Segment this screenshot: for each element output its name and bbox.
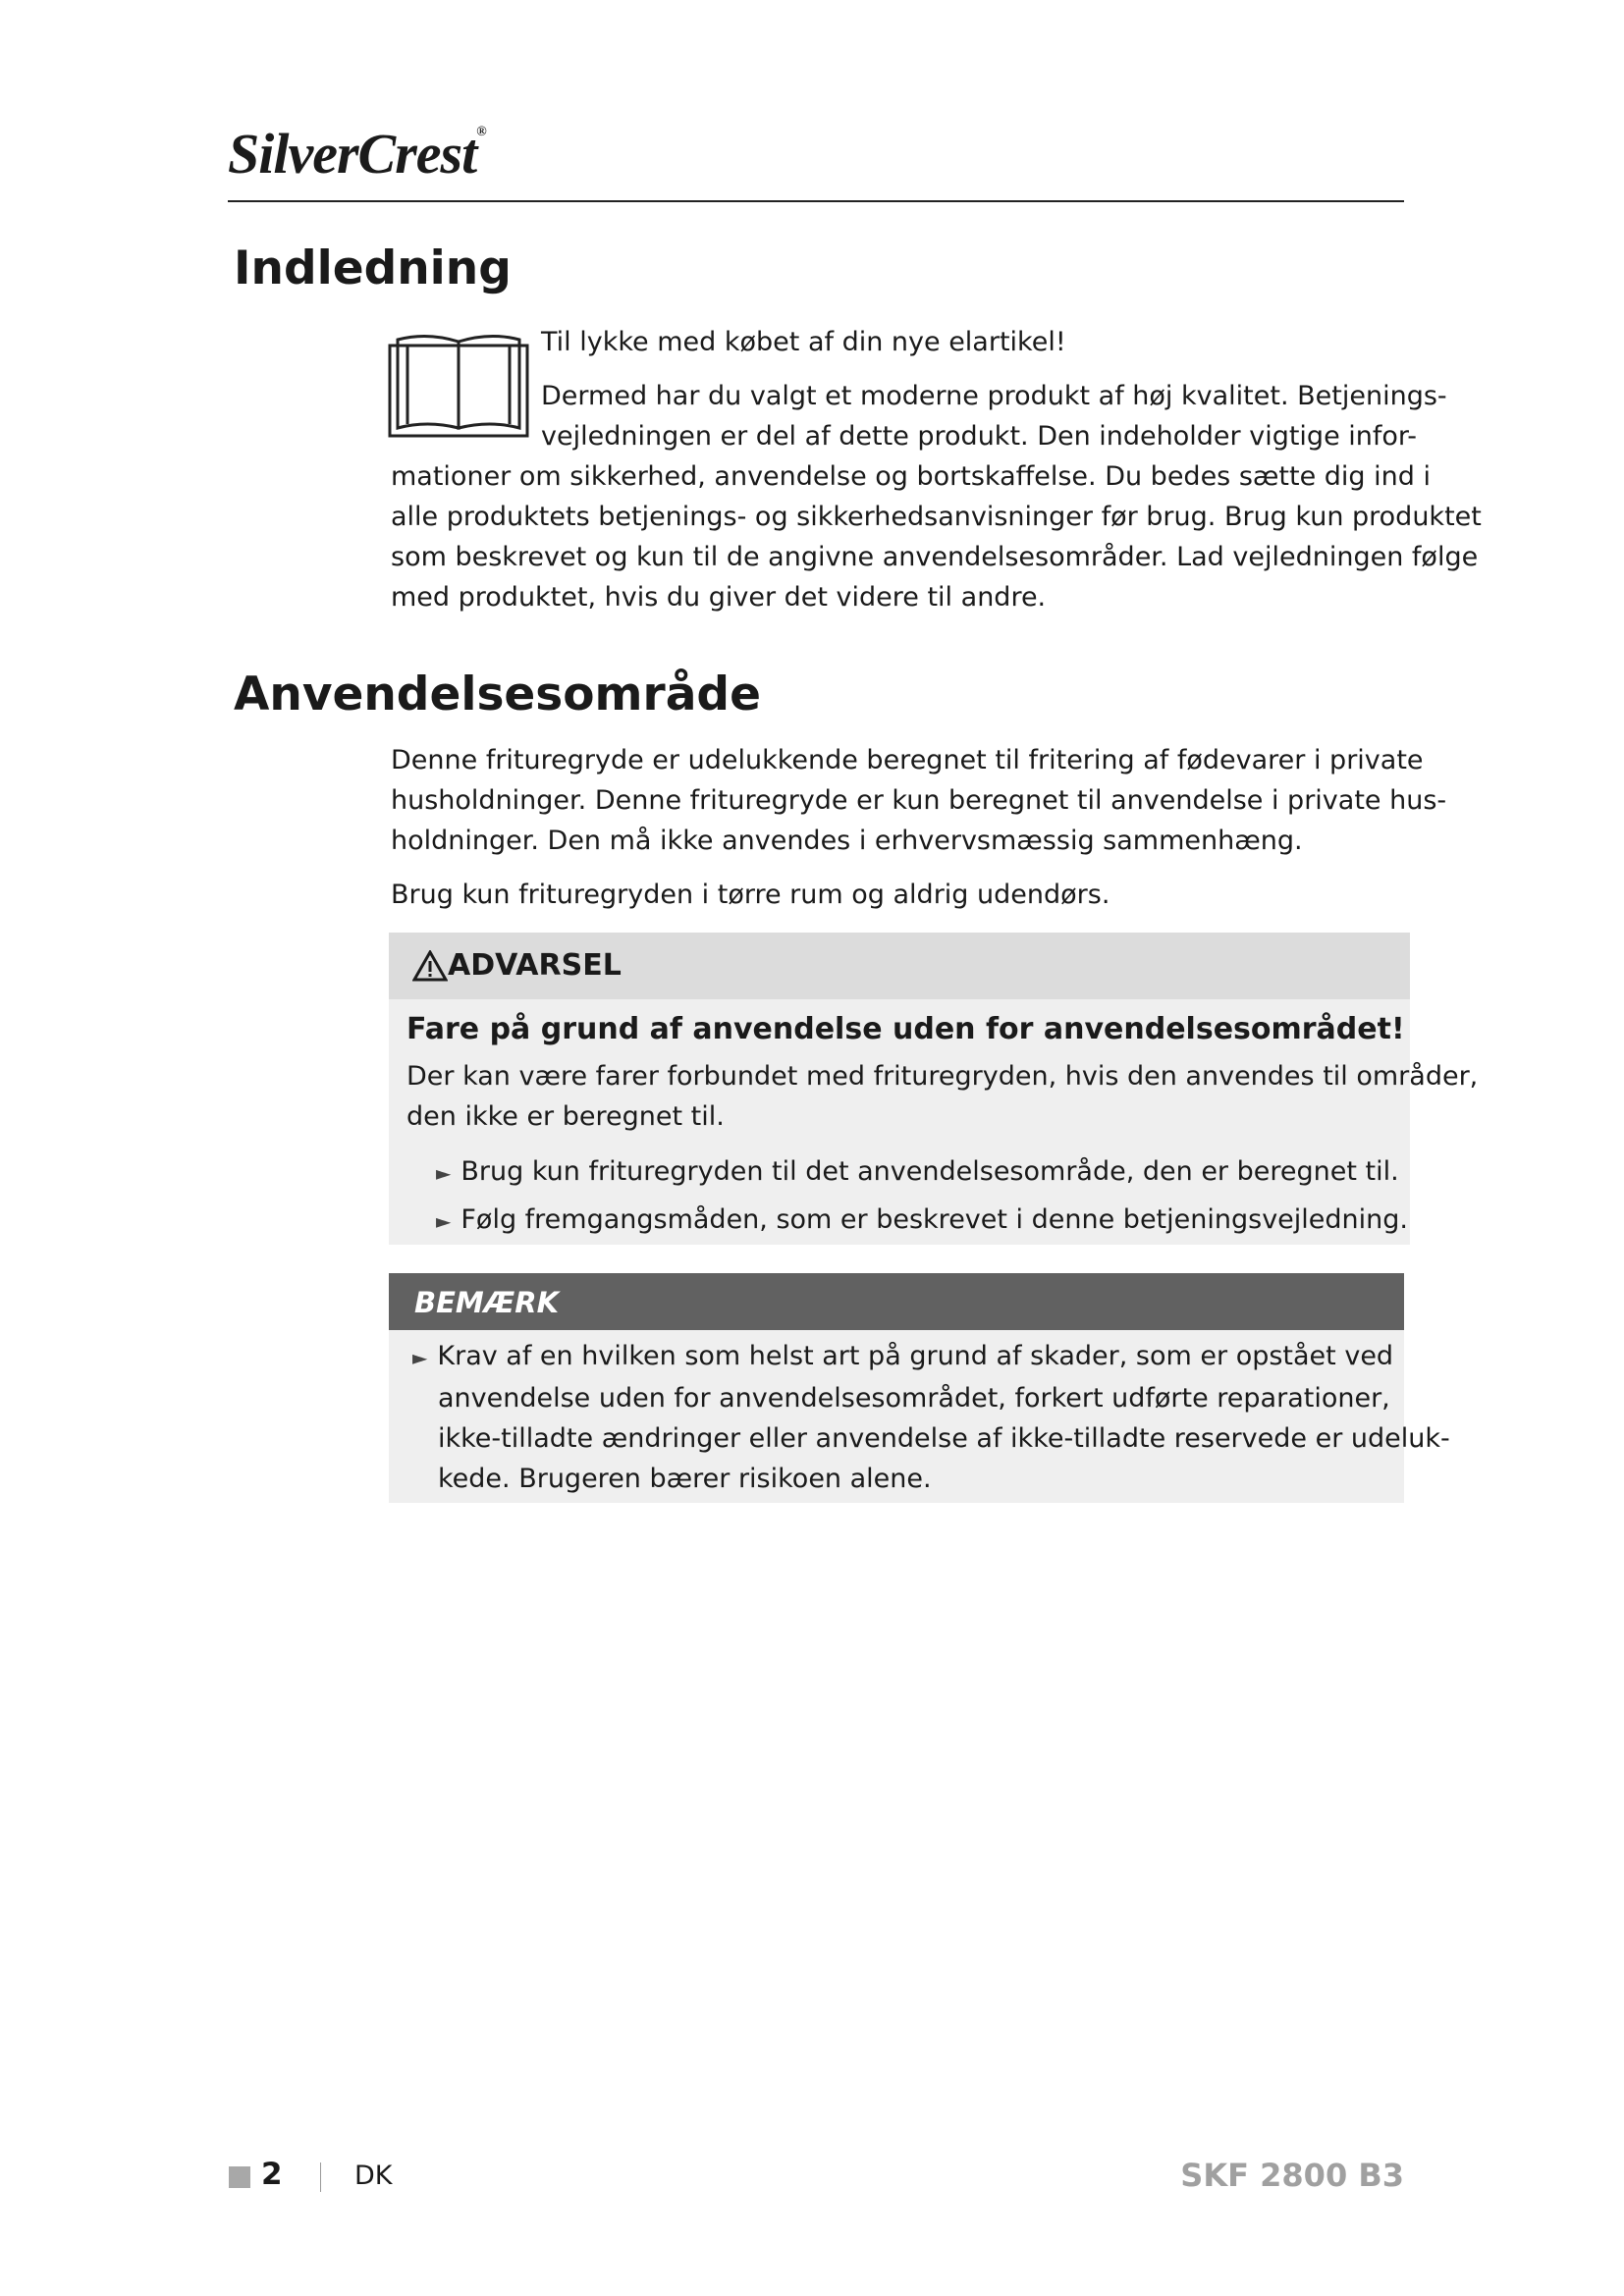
warning-box	[389, 933, 1479, 1245]
warning-triangle-icon	[412, 950, 448, 982]
list-item	[436, 1197, 1408, 1245]
warning-text-line: den ikke er beregnet til.	[406, 1101, 725, 1132]
note-title: BEMÆRK	[414, 1286, 560, 1319]
registered-mark: ®	[476, 125, 486, 139]
usage-heading: Anvendelsesområde	[234, 667, 761, 721]
warning-title-row	[412, 950, 622, 982]
model-number: SKF 2800 B3	[1180, 2157, 1404, 2194]
warning-item-text: Følg fremgangsmåden, som er beskrevet i denne betjeningsvejledning.	[460, 1204, 1408, 1235]
intro-paragraph	[391, 456, 1482, 617]
footer-marker	[229, 2166, 250, 2188]
note-item-line: kede. Brugeren bærer risikoen alene.	[438, 1464, 932, 1494]
intro-line: Til lykke med købet af din nye elartikel!	[541, 327, 1066, 357]
warning-subtitle: Fare på grund af anvendelse uden for anvendelsesområdet!	[406, 1012, 1405, 1046]
arrow-bullet-icon: ►	[412, 1346, 428, 1369]
warning-header	[389, 933, 1410, 999]
usage-paragraph	[391, 740, 1447, 915]
arrow-bullet-icon: ►	[436, 1209, 452, 1233]
footer-divider	[320, 2163, 321, 2192]
header-divider	[228, 200, 1404, 202]
open-book-icon	[388, 330, 531, 440]
page-number: 2	[261, 2157, 283, 2192]
intro-line: som beskrevet og kun til de angivne anvendelsesområder. Lad vejledningen følge	[391, 542, 1479, 572]
warning-item-text: Brug kun frituregryden til det anvendelsesområde, den er beregnet til.	[460, 1156, 1399, 1187]
note-header	[389, 1273, 1404, 1330]
usage-line-dry-rooms: Brug kun frituregryden i tørre rum og aldrig udendørs.	[391, 880, 1110, 910]
intro-line: Dermed har du valgt et moderne produkt af høj kvalitet. Betjenings-	[541, 381, 1447, 411]
intro-line: alle produktets betjenings- og sikkerhedsanvisninger før brug. Brug kun produktet	[391, 502, 1482, 532]
note-item-line: Krav af en hvilken som helst art på grund af skader, som er opstået ved	[437, 1341, 1394, 1371]
warning-text-line: Der kan være farer forbundet med frituregryden, hvis den anvendes til områder,	[406, 1061, 1479, 1092]
brand-name: SilverCrest	[228, 122, 477, 186]
warning-title: ADVARSEL	[448, 948, 622, 983]
intro-line: vejledningen er del af dette produkt. Den indeholder vigtige infor-	[541, 421, 1418, 452]
footer-language: DK	[354, 2161, 393, 2191]
warning-text	[406, 1056, 1479, 1137]
usage-line: Denne frituregryde er udelukkende beregnet til fritering af fødevarer i private	[391, 745, 1424, 775]
usage-line: holdninger. Den må ikke anvendes i erhvervsmæssig sammenhæng.	[391, 826, 1303, 856]
note-box	[389, 1273, 1450, 1503]
usage-line: husholdninger. Denne frituregryde er kun beregnet til anvendelse i private hus-	[391, 785, 1447, 816]
intro-line: mationer om sikkerhed, anvendelse og bortskaffelse. Du bedes sætte dig ind i	[391, 461, 1431, 492]
note-item-line: ikke-tilladte ændringer eller anvendelse af ikke-tilladte reservede er udeluk-	[438, 1423, 1450, 1454]
arrow-bullet-icon: ►	[436, 1161, 452, 1185]
note-list	[412, 1336, 1450, 1499]
list-item	[412, 1336, 1400, 1378]
intro-line: med produktet, hvis du giver det videre til andre.	[391, 582, 1047, 613]
intro-heading: Indledning	[234, 241, 512, 295]
warning-list	[436, 1148, 1408, 1245]
intro-first-lines	[541, 322, 1447, 456]
list-item	[436, 1148, 1408, 1197]
brand-logo	[228, 122, 486, 186]
note-item-line: anvendelse uden for anvendelsesområdet, forkert udførte reparationer,	[438, 1383, 1390, 1414]
